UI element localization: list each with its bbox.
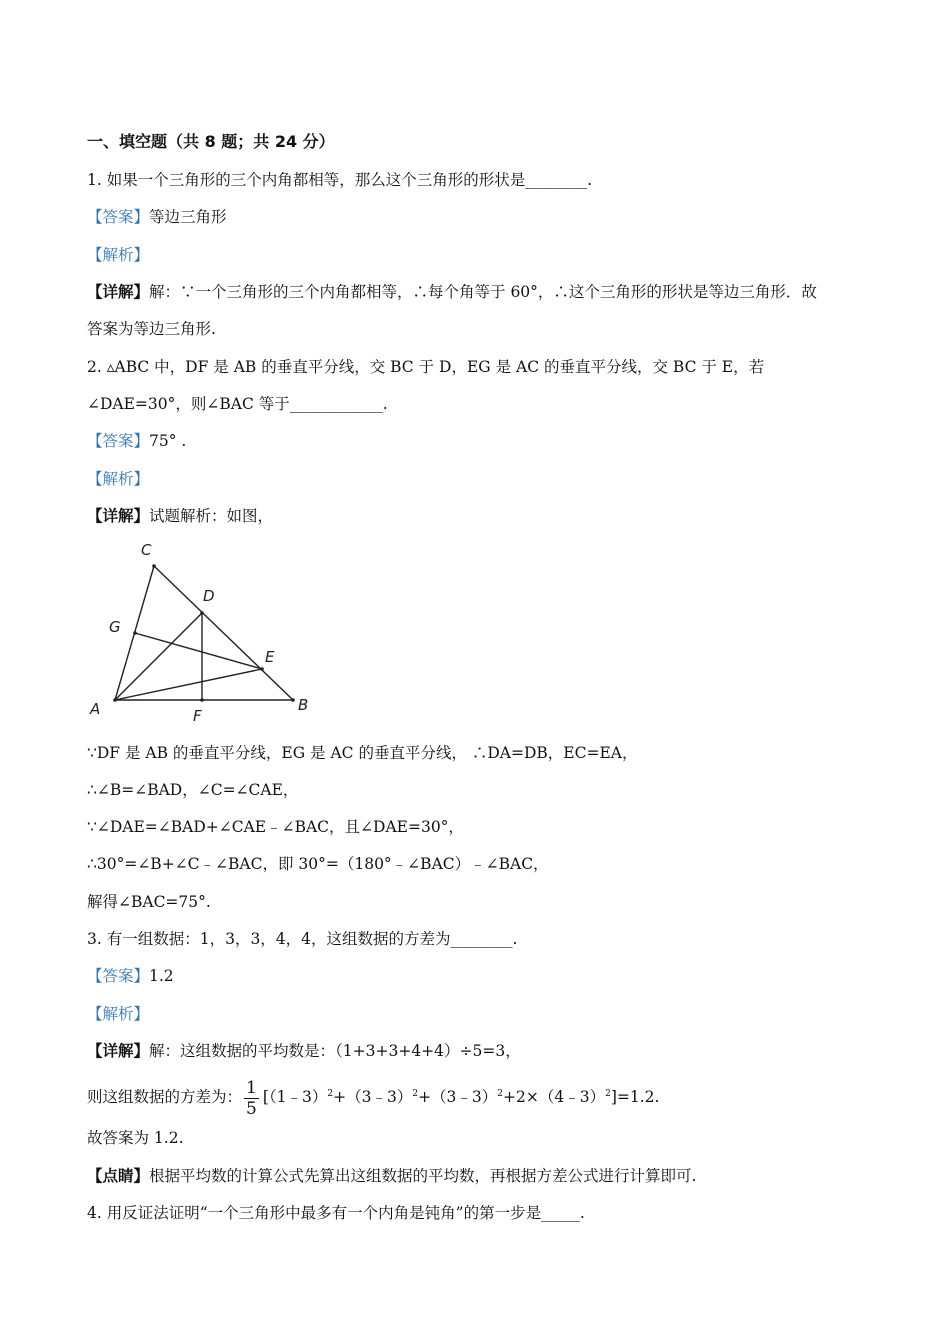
answer-tag: 【答案】 [87, 432, 150, 450]
variance-result: ]=1.2. [610, 1088, 660, 1107]
section-heading: 一、填空题（共 8 题；共 24 分） [87, 132, 335, 151]
comment-tag: 【点睛】 [87, 1166, 150, 1185]
triangle-figure [85, 535, 325, 725]
q2-answer [87, 431, 186, 451]
fraction-denominator: 5 [246, 1098, 257, 1119]
q2-analysis-tag: 【解析】 [87, 470, 150, 488]
answer-tag: 【答案】 [87, 208, 150, 226]
exponent: 2 [412, 1089, 419, 1099]
q2-step-1: ∵DF 是 AB 的垂直平分线，EG 是 AC 的垂直平分线， ∴DA=DB，EC=EA， [87, 744, 638, 762]
fraction [244, 1078, 259, 1119]
detail-text: 试题解析：如图， [149, 507, 274, 525]
label-E: E [265, 648, 275, 666]
exponent: 2 [497, 1089, 504, 1099]
q2-question-line1: 2. ▵ABC 中，DF 是 AB 的垂直平分线，交 BC 于 D，EG 是 AC 的垂直平分线，交 BC 于 E，若 [87, 358, 765, 376]
answer-text: 75° . [149, 432, 187, 450]
segment-BC [154, 566, 293, 700]
variance-term-2: +（3﹣3） [333, 1088, 413, 1107]
exponent: 2 [605, 1089, 611, 1099]
exponent: 2 [327, 1089, 334, 1099]
label-A: A [90, 700, 101, 718]
q2-detail [87, 506, 273, 526]
q3-question: 3. 有一组数据：1，3，3，4，4，这组数据的方差为________. [87, 930, 518, 948]
label-C: C [141, 541, 152, 559]
answer-tag: 【答案】 [87, 967, 150, 985]
variance-term-4: +2×（4﹣3） [503, 1088, 606, 1107]
q3-detail [87, 1041, 521, 1061]
q3-conclusion: 故答案为 1.2. [87, 1129, 184, 1147]
label-F: F [193, 707, 202, 725]
segment-AE [115, 669, 262, 700]
q1-detail [87, 282, 817, 302]
comment-text: 根据平均数的计算公式先算出这组数据的平均数，再根据方差公式进行计算即可. [149, 1167, 697, 1185]
q4-question: 4. 用反证法证明“一个三角形中最多有一个内角是钝角”的第一步是_____. [87, 1204, 585, 1222]
detail-text: 解：∵一个三角形的三个内角都相等，∴每个角等于 60°，∴这个三角形的形状是等边三角形．故 [149, 283, 817, 301]
q3-variance-formula [87, 1072, 659, 1119]
answer-text: 等边三角形 [149, 208, 227, 226]
q1-answer [87, 207, 227, 227]
variance-prefix: 则这组数据的方差为： [87, 1088, 243, 1107]
q3-analysis-tag: 【解析】 [87, 1005, 150, 1023]
variance-term-3: +（3﹣3） [418, 1088, 498, 1107]
q2-step-5: 解得∠BAC=75°. [87, 893, 211, 911]
label-B: B [298, 696, 309, 714]
q3-comment [87, 1166, 696, 1186]
q2-step-4: ∴30°=∠B+∠C﹣∠BAC，即 30°=（180°﹣∠BAC）﹣∠BAC， [87, 855, 549, 873]
q3-answer [87, 966, 174, 986]
label-D: D [203, 587, 215, 605]
q1-question: 1. 如果一个三角形的三个内角都相等，那么这个三角形的形状是________. [87, 171, 593, 189]
q1-analysis-tag: 【解析】 [87, 246, 150, 264]
q1-detail-line2: 答案为等边三角形. [87, 320, 216, 338]
fraction-numerator: 1 [246, 1077, 257, 1098]
detail-tag: 【详解】 [87, 506, 150, 525]
detail-tag: 【详解】 [87, 1041, 150, 1060]
q2-step-2: ∴∠B=∠BAD，∠C=∠CAE， [87, 781, 299, 799]
label-G: G [109, 618, 121, 636]
detail-tag: 【详解】 [87, 282, 150, 301]
q2-question-line2: ∠DAE=30°，则∠BAC 等于____________. [87, 395, 388, 413]
detail-text: 解：这组数据的平均数是：（1+3+3+4+4）÷5=3， [149, 1042, 521, 1060]
variance-term-1: [（1﹣3） [262, 1088, 328, 1107]
answer-text: 1.2 [149, 967, 174, 985]
q2-step-3: ∵∠DAE=∠BAD+∠CAE﹣∠BAC，且∠DAE=30°， [87, 818, 464, 836]
